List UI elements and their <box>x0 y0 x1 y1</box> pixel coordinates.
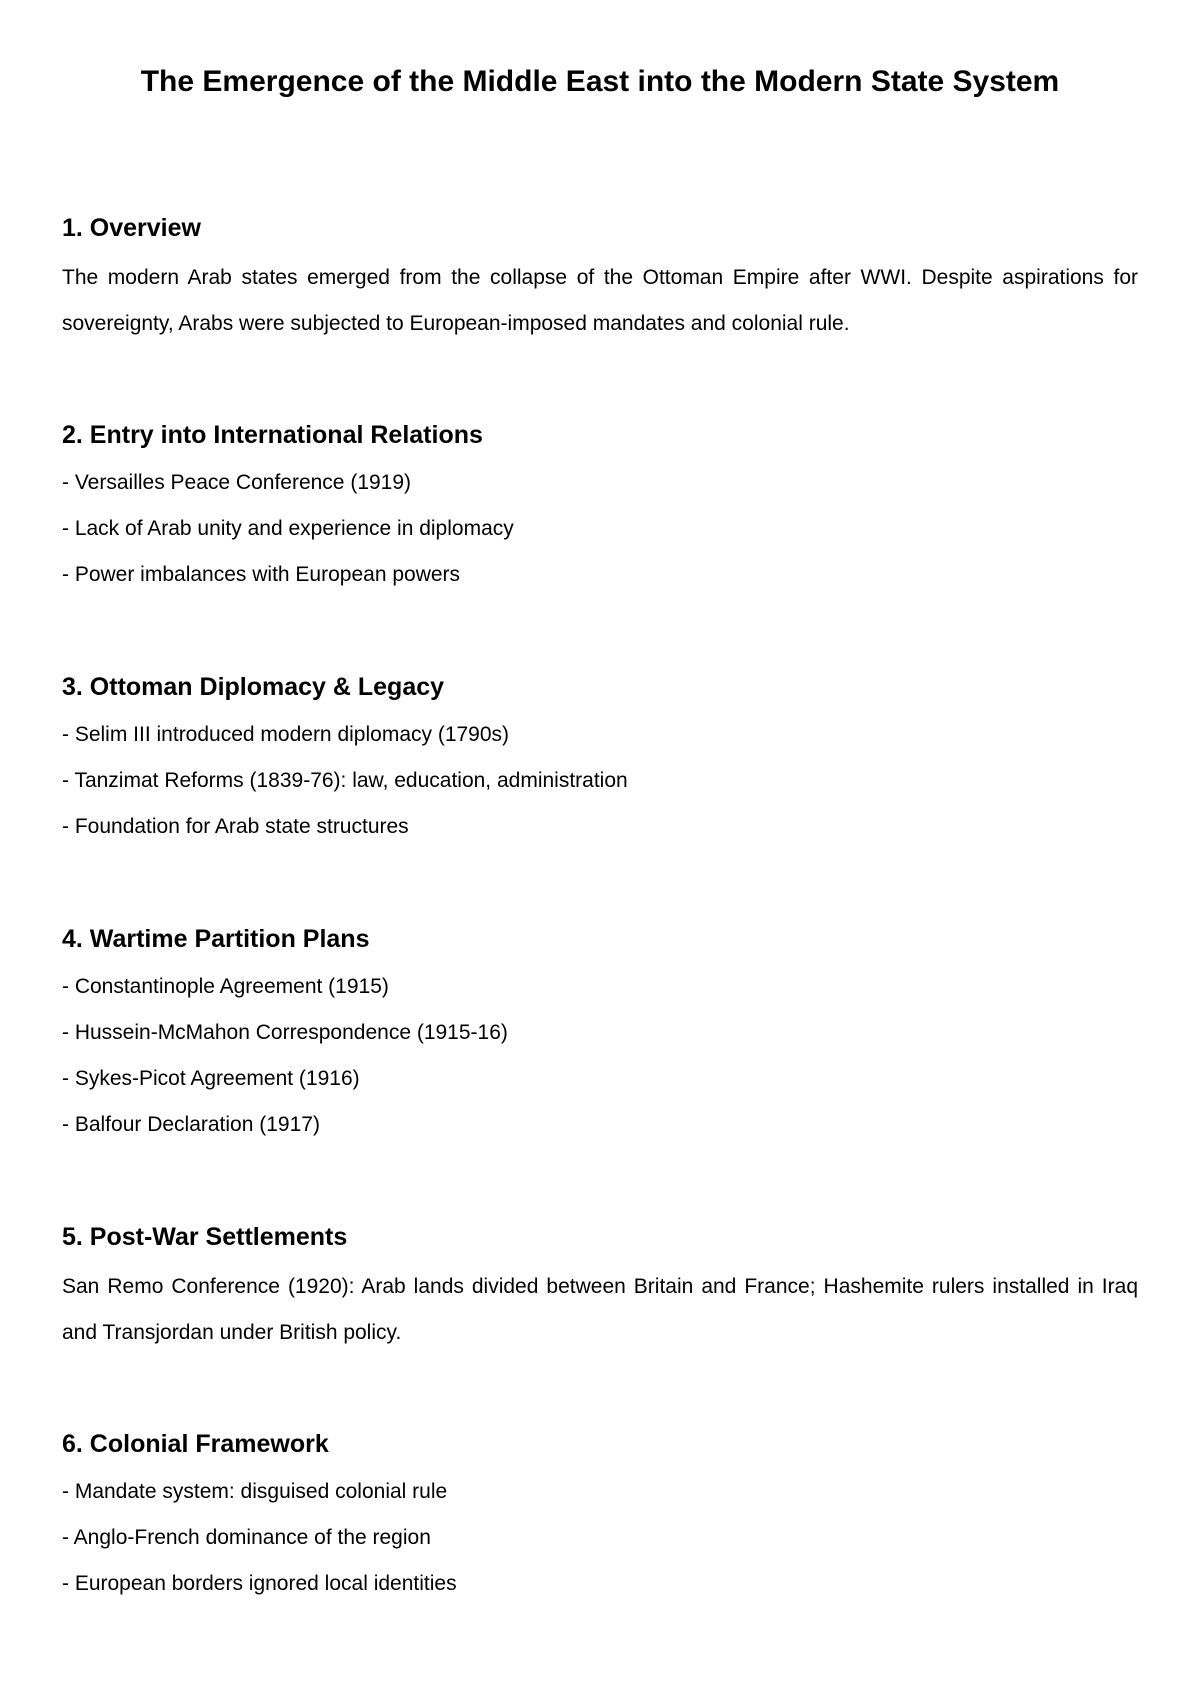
list-item: - Lack of Arab unity and experience in diplomacy <box>62 517 514 540</box>
section-entry-international-relations <box>62 418 1138 598</box>
section-ottoman-diplomacy <box>62 670 1138 850</box>
document-title: The Emergence of the Middle East into the Modern State System <box>140 65 1060 98</box>
section-heading: 5. Post-War Settlements <box>62 1223 348 1251</box>
list-item: - European borders ignored local identities <box>62 1572 457 1595</box>
bullet-list <box>62 712 1138 850</box>
list-item: - Tanzimat Reforms (1839-76): law, education, administration <box>62 769 628 792</box>
section-heading: 2. Entry into International Relations <box>62 421 483 449</box>
section-paragraph: San Remo Conference (1920): Arab lands divided between Britain and France; Hashemite rulers installed in Iraq and Transjordan under British policy. <box>62 1275 1138 1344</box>
bullet-list <box>62 964 1138 1148</box>
list-item: - Foundation for Arab state structures <box>62 815 409 838</box>
bullet-list <box>62 460 1138 598</box>
list-item: - Selim III introduced modern diplomacy (1790s) <box>62 723 510 746</box>
list-item: - Versailles Peace Conference (1919) <box>62 471 412 494</box>
section-heading: 1. Overview <box>62 214 201 242</box>
list-item: - Anglo-French dominance of the region <box>62 1526 431 1549</box>
section-paragraph: The modern Arab states emerged from the collapse of the Ottoman Empire after WWI. Despite aspirations for sovereignty, Arabs were subjected to European-imposed mandates and colonial rule. <box>62 266 1138 335</box>
section-heading: 3. Ottoman Diplomacy & Legacy <box>62 673 445 701</box>
list-item: - Balfour Declaration (1917) <box>62 1113 320 1136</box>
bullet-list <box>62 1469 1138 1607</box>
list-item: - Power imbalances with European powers <box>62 563 461 586</box>
section-overview <box>62 211 1138 347</box>
section-heading: 4. Wartime Partition Plans <box>62 925 370 953</box>
section-heading: 6. Colonial Framework <box>62 1430 329 1458</box>
list-item: - Hussein-McMahon Correspondence (1915-16) <box>62 1021 508 1044</box>
list-item: - Constantinople Agreement (1915) <box>62 975 389 998</box>
list-item: - Mandate system: disguised colonial rule <box>62 1480 448 1503</box>
section-post-war-settlements <box>62 1220 1138 1356</box>
section-colonial-framework <box>62 1427 1138 1607</box>
list-item: - Sykes-Picot Agreement (1916) <box>62 1067 360 1090</box>
section-wartime-partition-plans <box>62 922 1138 1148</box>
